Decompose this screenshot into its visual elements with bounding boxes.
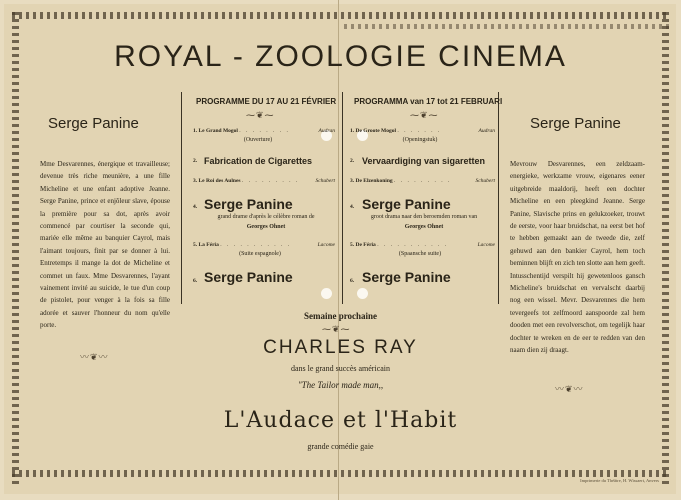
programme-nl-item-4: 4. [350,204,355,210]
ornament: 〰❦〰 [80,352,109,362]
border-inner-top [344,24,669,29]
programme-nl-item-4-author: Georges Ohnet [404,224,444,230]
programme-nl-item-6: 6. [350,278,355,284]
right-heading: Serge Panine [530,115,621,132]
programme-nl-item-1-sub: (Openingstuk) [402,137,438,143]
programme-fr-item-5-sub: (Suite espagnole) [239,251,281,257]
programme-fr-item-5: 5. La Féria . . . . . . . . . . . Lacome [193,242,335,248]
programme-fr-item-3: 3. Le Roi des Aulnes . . . . . . . . . Schubert [193,178,335,184]
next-week-label: Semaine prochaine [303,311,378,321]
programme-nl-item-2-title: Vervaardiging van sigaretten [362,156,486,166]
next-line: dans le grand succès américain [290,364,391,373]
programme-fr-item-1-sub: (Ouverture) [243,137,273,143]
next-genre: grande comédie gaie [307,442,374,451]
programme-fr-item-4-sub: grand drame d'après le célèbre roman de [217,214,315,220]
programme-nl-item-3: 3. De Elzenkoning . . . . . . . . . Schubert [350,178,495,184]
programme-fr-item-4-author: Georges Ohnet [246,224,286,230]
page-title: ROYAL - ZOOLOGIE CINEMA [114,40,567,73]
programme-fr-item-6: 6. [193,278,198,284]
programme-nl-item-5-sub: (Spaansche suite) [398,251,442,257]
programme-fr-item-6-title: Serge Panine [204,269,293,285]
programme-nl-item-1: 1. De Groote Mogol . . . . . . . Audran [350,128,495,134]
divider-right [498,92,499,304]
ornament: 〰❦〰 [555,384,584,394]
programme-fr-item-4-title: Serge Panine [204,196,293,212]
ornament: ⁓❦⁓ [246,110,275,120]
programme-nl-heading: PROGRAMMA van 17 tot 21 FEBRUARI [354,97,503,106]
programme-nl-item-5: 5. De Féria . . . . . . . . . . . Lacome [350,242,495,248]
programme-fr-item-4: 4. [193,204,198,210]
border-bottom [12,470,669,477]
right-paragraph: Mevrouw Desvarennes, een zeldzaam-energieke, werkzame vrouw, eigenares eener uitgebreide maaldorij, heeft een dochter Micheline en een pleegkind Jeanne. Serge Panine, Slavische prins en gelukzoeker, trouwt de eerste, voor haar bruidschat, na eerst bet hof te hebben gemaakt aan de tweede die, zelf gehuwd aan den bankier Cayrol, hem toch beminnen blijft en zich ten slotte aan hem geeft. Intusschentijd verspilt hij gewetenloos gansch Micheline's bruidschat en vervalscht daarbij nog een wissel. Mevr. Desvarennes die hem tevergeefs tot zelfmoord aanspoorde zal hem dooden met een revolverschot, om tegelijk haar dochter te wreken en de eer te redden van den naam dien zij draagt. [510,160,645,355]
left-heading: Serge Panine [48,115,139,132]
printer-credit: Imprimerie du Théâtre, H. Wissaert, Anvers [580,478,659,483]
next-english-title: "The Tailor made man,, [297,380,384,390]
programme-nl-item-4-title: Serge Panine [362,196,451,212]
programme-fr-item-2: 2. [193,158,198,164]
divider-left [181,92,182,304]
punch-hole [357,288,368,299]
next-film: L'Audace et l'Habit [223,408,458,433]
ornament: ⁓❦⁓ [322,324,351,334]
programme-fr-heading: PROGRAMME DU 17 AU 21 FÉVRIER [196,97,337,106]
next-actor: CHARLES RAY [263,337,418,358]
left-paragraph: Mme Desvarennes, énergique et travailleuse; devenue très riche meunière, a une fille Micheline et une enfant adoptive Jeanne. Serge Panine, prince et enjôleur slave, épouse la première pour sa dot, après avoir commencé par courtiser la seconde qui, mariée elle même au banquier Cayrol, mais l'aimant toujours, finit par se donner à lui. Entretemps il mange la dot de Micheline et commet un faux. Mme Desvarennes, l'ayant vainement invité au suicide, le tue d'un coup de pistolet, pour venger à la fois sa fille adorée et sauver l'honneur du nom qu'elle porte. [40,160,170,330]
programme-nl-item-4-sub: groot drama naar den beroemden roman van [370,214,478,220]
programme-nl-item-6-title: Serge Panine [362,269,451,285]
divider-center [342,92,343,304]
programme-fr-item-1: 1. Le Grand Mogol . . . . . . . . Audran [193,128,335,134]
punch-hole [321,288,332,299]
programme-fr-item-2-title: Fabrication de Cigarettes [204,156,313,166]
border-top [12,12,669,19]
programme-nl-item-2: 2. [350,158,355,164]
ornament: ⁓❦⁓ [410,110,439,120]
